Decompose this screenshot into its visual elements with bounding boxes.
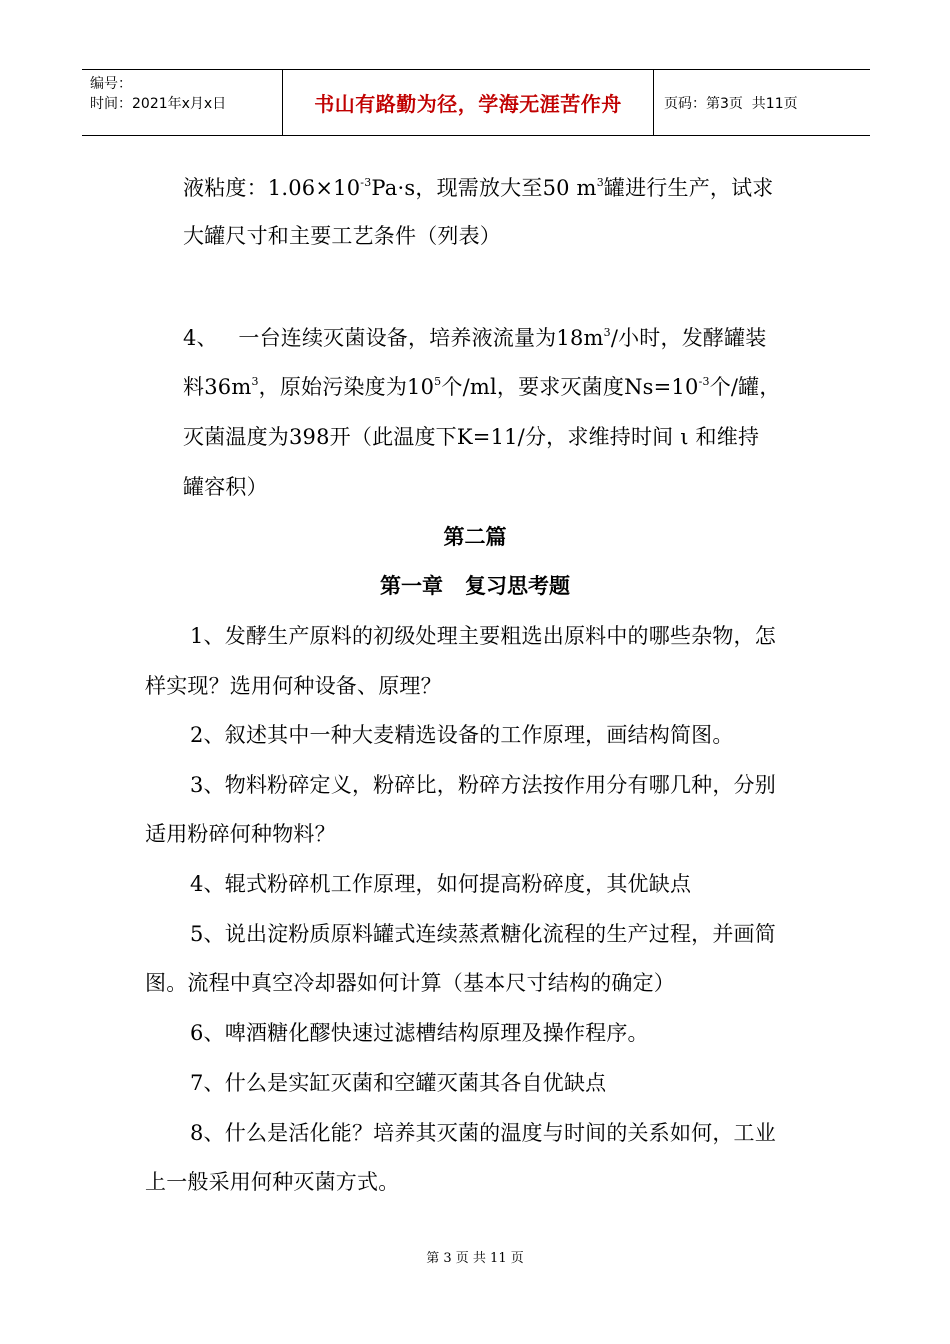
question-line: 7、什么是实缸灭菌和空罐灭菌其各自优缺点 [190, 1071, 607, 1095]
body-line: 料$36m^3$，原始污染度为$10^5$个/ml，要求灭菌度$Ns=10^{-3}$个/罐， [183, 375, 781, 399]
question-line: 样实现？选用何种设备、原理？ [145, 674, 442, 698]
question-line: 4、辊式粉碎机工作原理，如何提高粉碎度，其优缺点 [190, 872, 692, 896]
chapter-title: 第一章 复习思考题 [380, 574, 570, 598]
body-line: 罐容积） [183, 475, 268, 499]
header-meta [82, 70, 282, 135]
question-line: 3、物料粉碎定义，粉碎比，粉碎方法按作用分有哪几种，分别 [190, 773, 776, 797]
body-line: 液粘度：$1.06\times 10^{-3}Pa\cdot s$，现需放大至50 $m^3$罐进行生产，试求 [183, 176, 774, 200]
question-line: 1、发酵生产原料的初级处理主要粗选出原料中的哪些杂物，怎 [190, 624, 776, 648]
header-page-info [654, 70, 870, 135]
section-title: 第二篇 [443, 525, 507, 549]
question-line: 适用粉碎何种物料？ [145, 822, 336, 846]
question-line: 6、啤酒糖化醪快速过滤槽结构原理及操作程序。 [190, 1021, 649, 1045]
question-line: 图。流程中真空冷却器如何计算（基本尺寸结构的确定） [145, 971, 675, 995]
question-line: 2、叙述其中一种大麦精选设备的工作原理，画结构简图。 [190, 723, 734, 747]
document-time-label: 时间：2021年x月x日 [90, 96, 227, 112]
question-line: 上一般采用何种灭菌方式。 [145, 1170, 400, 1194]
body-line: 灭菌温度为398开（此温度下K=11/分，求维持时间 ι 和维持 [183, 425, 760, 449]
page-footer: 第 3 页 共 11 页 [426, 1251, 524, 1266]
body-line: 大罐尺寸和主要工艺条件（列表） [183, 224, 501, 248]
document-id-label: 编号： [90, 76, 132, 92]
page-header [82, 69, 870, 136]
page-info-text: 页码：第3页 共11页 [664, 95, 798, 112]
header-motto: 书山有路勤为径，学海无涯苦作舟 [282, 70, 654, 135]
question-line: 5、说出淀粉质原料罐式连续蒸煮糖化流程的生产过程，并画简 [190, 922, 776, 946]
question-line: 8、什么是活化能？培养其灭菌的温度与时间的关系如何，工业 [190, 1121, 776, 1145]
body-line: 4、 一台连续灭菌设备，培养液流量为$18m^3/$小时，发酵罐装 [183, 326, 767, 350]
